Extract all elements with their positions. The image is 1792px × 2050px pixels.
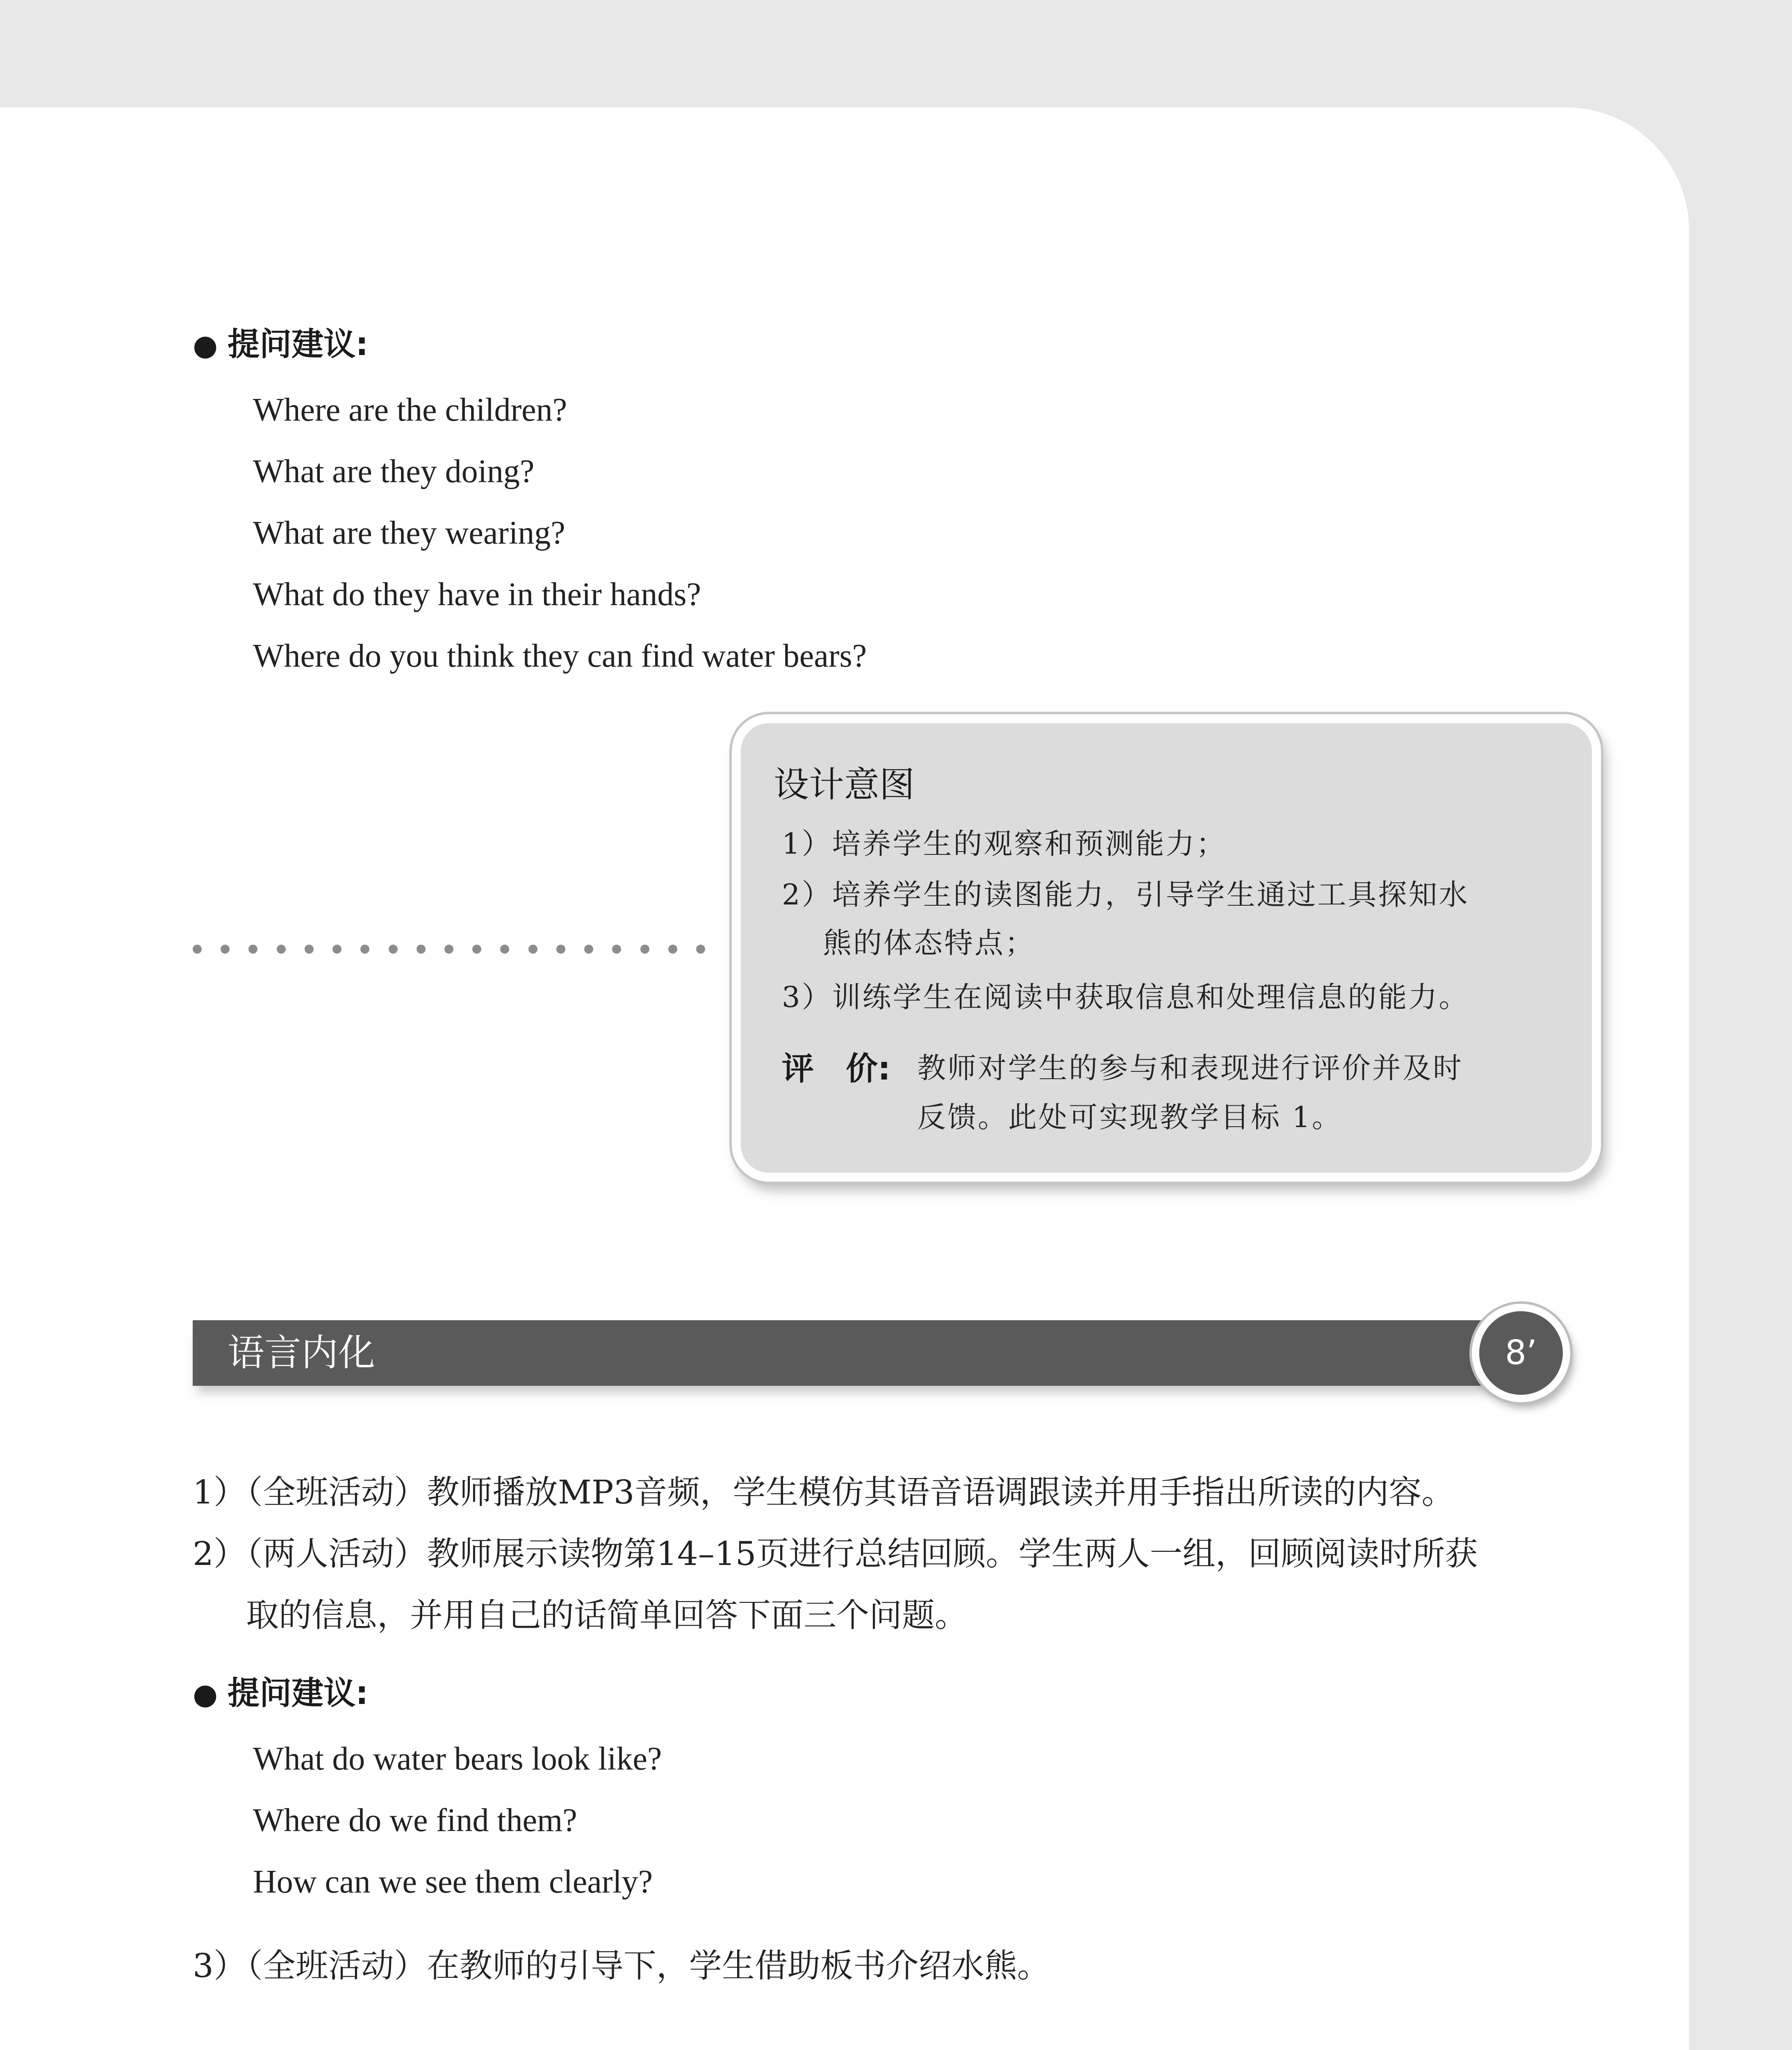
intent-line: 1）培养学生的观察和预测能力； (782, 827, 1227, 861)
question-item: What are they doing? (253, 453, 535, 490)
question-item: What do they have in their hands? (253, 576, 701, 613)
intent-line: 熊的体态特点； (823, 926, 1035, 960)
bullet-icon: ● (193, 328, 218, 362)
question-item: Where do you think they can find water bears? (253, 638, 867, 674)
evaluation-label: 评 价: (782, 1050, 891, 1087)
section-title: 语言内化 (228, 1331, 375, 1374)
activity-step-2: 2）（两人活动）教师展示读物第14–15页进行总结回顾。学生两人一组，回顾阅读时所获 (193, 1535, 1478, 1573)
question-list-1 (253, 379, 867, 687)
section-header-bar (193, 1320, 1505, 1386)
evaluation-text: 教师对学生的参与和表现进行评价并及时 (917, 1051, 1463, 1085)
design-intent-box (732, 714, 1601, 1182)
intent-line: 2）培养学生的读图能力，引导学生通过工具探知水 (782, 878, 1469, 911)
activity-step-2-cont: 取的信息，并用自己的话简单回答下面三个问题。 (246, 1596, 968, 1634)
dotted-connector (193, 943, 705, 955)
question-item: Where do we find them? (253, 1802, 577, 1838)
bullet-icon: ● (193, 1677, 218, 1711)
question-suggestions-heading: ● 提问建议: (193, 326, 369, 363)
activity-step-3: 3）（全班活动）在教师的引导下，学生借助板书介绍水熊。 (193, 1947, 1050, 1985)
time-badge: 8’ (1472, 1304, 1570, 1402)
activity-step-1: 1）（全班活动）教师播放MP3音频，学生模仿其语音语调跟读并用手指出所读的内容。 (193, 1473, 1455, 1511)
question-item: What are they wearing? (253, 515, 565, 551)
question-item: Where are the children? (253, 392, 567, 428)
design-intent-title: 设计意图 (774, 764, 915, 805)
question-list-2 (253, 1728, 662, 1913)
question-item: How can we see them clearly? (253, 1864, 653, 1900)
question-item: What do water bears look like? (253, 1741, 662, 1777)
intent-line: 3）训练学生在阅读中获取信息和处理信息的能力。 (782, 980, 1469, 1014)
question-suggestions-heading-2: ● 提问建议: (193, 1675, 369, 1712)
evaluation-text: 反馈。此处可实现教学目标 1。 (917, 1100, 1342, 1134)
